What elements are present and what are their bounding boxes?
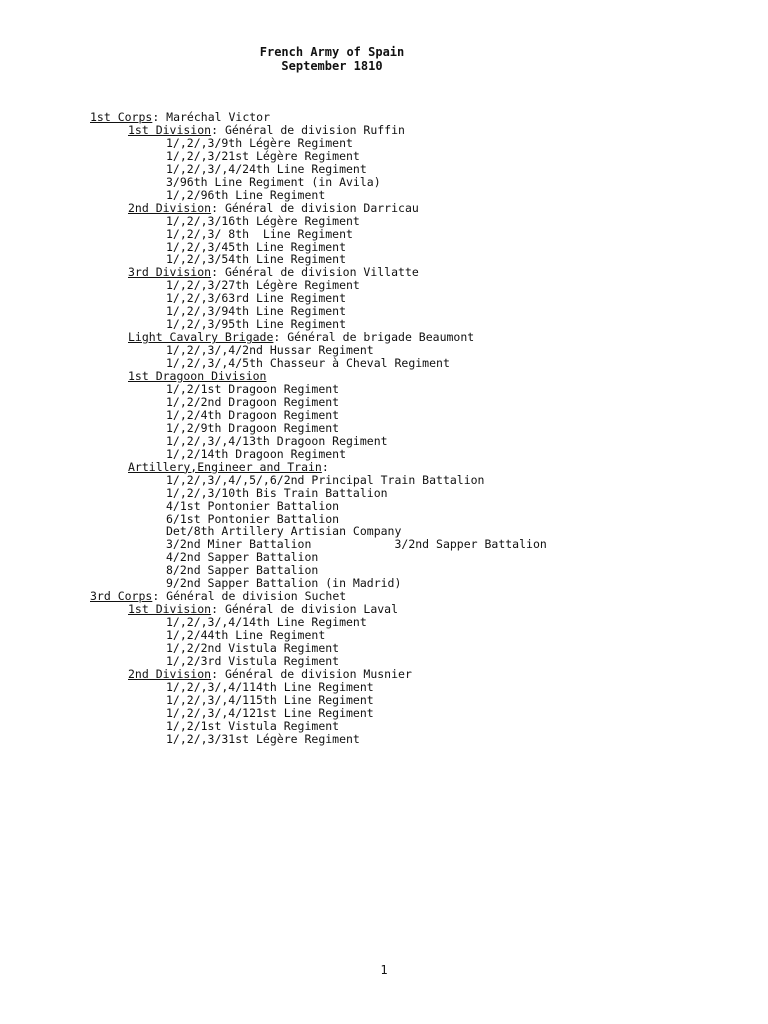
commander-text: : Général de brigade Beaumont [273,330,475,345]
unit-text: Det/8th Artillery Artisian Company [166,524,402,539]
unit-text: 1/,2/3rd Vistula Regiment [166,653,340,668]
unit-text: 1/,2/,3/,4/,5/,6/2nd Principal Train Battalion [166,472,485,487]
formation-name: 3rd Division [128,265,212,280]
unit-text: 1/,2/2nd Vistula Regiment [166,640,340,655]
unit-text: 1/,2/,3/16th Légère Regiment [166,213,360,228]
formation-name: 1st Division [128,602,212,617]
unit-text: 1/,2/2nd Dragoon Regiment [166,394,340,409]
formation-name: Artillery,Engineer and Train [128,459,322,474]
unit-text: 9/2nd Sapper Battalion (in Madrid) [166,576,402,591]
unit-text: 1/,2/1st Dragoon Regiment [166,381,340,396]
formation-name: 1st Corps [90,110,153,124]
unit-text: 1/,2/,3/31st Légère Regiment [166,731,360,746]
unit-text: 1/,2/,3/,4/5th Chasseur à Cheval Regiment [166,356,450,370]
unit-text: 1/,2/,3/,4/121st Line Regiment [166,705,374,720]
document-title: French Army of Spain [259,45,405,59]
formation-name: 1st Division [128,123,212,137]
unit-text: 1/,2/,3/,4/115th Line Regiment [166,692,374,707]
commander-text: : Général de division Villatte [211,265,419,280]
unit-text: 1/,2/,3/9th Légère Regiment [166,135,353,150]
unit-text: 1/,2/44th Line Regiment [166,628,326,642]
page-number: 1 [380,963,388,977]
unit-text: 1/,2/96th Line Regiment [166,187,326,202]
unit-text: 1/,2/9th Dragoon Regiment [166,420,340,435]
unit-text: 8/2nd Sapper Battalion [166,563,319,578]
commander-text: : Général de division Ruffin [211,123,405,137]
commander-text: : Général de division Suchet [152,589,347,604]
unit-text: 1/,2/,3/45th Line Regiment [166,239,347,254]
unit-text: 1/,2/,3/54th Line Regiment [166,252,347,267]
formation-name: 2nd Division [128,200,212,215]
unit-text: 1/,2/,3/10th Bis Train Battalion [166,485,388,500]
unit-line [166,733,360,746]
unit-text: 1/,2/,3/,4/14th Line Regiment [166,615,367,629]
unit-text: 1/,2/,3/ 8th Line Regiment [166,226,353,241]
commander-text: : [321,459,329,474]
unit-text: 1/,2/,3/,4/13th Dragoon Regiment [166,433,388,448]
unit-text: 1/,2/4th Dragoon Regiment [166,407,340,422]
commander-text: : Maréchal Victor [152,110,271,124]
commander-text: : Général de division Laval [211,602,399,617]
formation-name: Light Cavalry Brigade [128,330,274,345]
unit-text: 3/96th Line Regiment (in Avila) [166,174,381,189]
unit-text: 1/,2/,3/63rd Line Regiment [166,291,347,306]
unit-text: 1/,2/,3/21st Légère Regiment [166,148,360,163]
commander-text: : Général de division Musnier [211,666,412,681]
unit-text: 6/1st Pontonier Battalion [166,511,340,526]
unit-text: 3/2nd Miner Battalion 3/2nd Sapper Battalion [166,537,547,552]
formation-name: 1st Dragoon Division [128,369,267,383]
unit-text: 1/,2/,3/95th Line Regiment [166,317,347,332]
unit-text: 1/,2/14th Dragoon Regiment [166,446,347,461]
unit-text: 4/2nd Sapper Battalion [166,550,319,565]
unit-text: 4/1st Pontonier Battalion [166,498,340,513]
unit-text: 1/,2/,3/,4/114th Line Regiment [166,679,374,694]
formation-name: 3rd Corps [90,589,153,604]
formation-name: 2nd Division [128,666,212,681]
unit-text: 1/,2/1st Vistula Regiment [166,718,340,733]
unit-text: 1/,2/,3/,4/24th Line Regiment [166,161,367,176]
unit-text: 1/,2/,3/27th Légère Regiment [166,278,360,293]
unit-text: 1/,2/,3/,4/2nd Hussar Regiment [166,343,374,358]
commander-text: : Général de division Darricau [211,200,419,215]
unit-text: 1/,2/,3/94th Line Regiment [166,304,347,319]
document-subtitle: September 1810 [281,59,383,73]
